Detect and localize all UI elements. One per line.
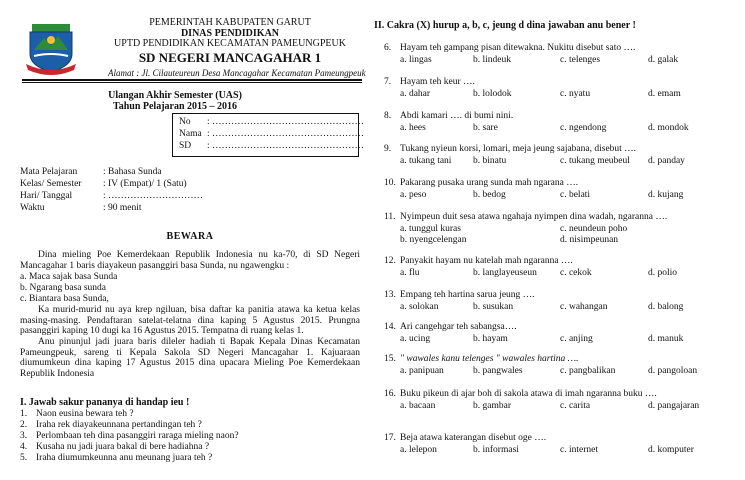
essay-question bbox=[20, 420, 202, 430]
question-number: 6. bbox=[384, 43, 392, 53]
exam-title-line1: Ulangan Akhir Semester (UAS) bbox=[108, 90, 242, 101]
option-c[interactable]: c. telenges bbox=[560, 55, 601, 65]
info-value-subject: : Bahasa Sunda bbox=[103, 167, 162, 177]
option-a[interactable]: a. ucing bbox=[400, 334, 431, 344]
announcement-paragraph-1 bbox=[20, 250, 360, 271]
option-a[interactable]: a. lingas bbox=[400, 55, 432, 65]
mc-question-16 bbox=[384, 389, 657, 399]
info-label-time: Waktu bbox=[20, 203, 45, 213]
question-text: Abdi kamari …. di bumi nini. bbox=[400, 111, 514, 121]
essay-question-number: 2. bbox=[20, 420, 28, 430]
question-text: Hayam teh gampang pisan ditewakna. Nukitu disebut sato …. bbox=[400, 43, 636, 53]
question-number: 8. bbox=[384, 111, 392, 121]
option-d[interactable]: d. mondok bbox=[648, 123, 689, 133]
mc-question-10 bbox=[384, 178, 578, 188]
no-label: No bbox=[179, 117, 191, 127]
option-c[interactable]: c. wahangan bbox=[560, 302, 608, 312]
question-text: Buku pikeun di ajar boh di sakola atawa di imah ngaranna buku …. bbox=[400, 389, 657, 399]
info-label-class: Kelas/ Semester bbox=[20, 179, 82, 189]
question-number: 13. bbox=[384, 290, 396, 300]
school-address: Alamat : Jl. Cilauteureun Desa Mancagahar Kecamatan Pameungpeuk bbox=[108, 68, 366, 78]
option-c[interactable]: c. nyatu bbox=[560, 89, 591, 99]
garut-regency-logo bbox=[24, 20, 78, 76]
logo-sun bbox=[47, 36, 55, 44]
option-d[interactable]: d. manuk bbox=[648, 334, 684, 344]
option-b[interactable]: b. hayam bbox=[473, 334, 508, 344]
question-text: Ari cangehgar teh sabangsa…. bbox=[400, 322, 517, 332]
uptd-line: UPTD PENDIDIKAN KECAMATAN PAMEUNGPEUK bbox=[114, 38, 346, 49]
mc-question-8 bbox=[384, 111, 513, 121]
mc-question-13 bbox=[384, 290, 535, 300]
essay-question-number: 4. bbox=[20, 442, 28, 452]
announcement-p3-text: Anu pinunjul jadi juara baris dileler hadiah ti Bapak Kepala Dinas Kecamatan Pameungpeuk, sareng ti Kepala Sakola SD Negeri Mancagahar 1. Kajuaraan diumumkeun dina kaping 17 Agustus 2015 dina upacara Mieling Poe Kemerdekaan Republik Indonesia bbox=[20, 337, 360, 379]
question-number: 10. bbox=[384, 178, 396, 188]
announcement-item-b: b. Ngarang basa sunda bbox=[20, 283, 107, 293]
option-a[interactable]: a. flu bbox=[400, 268, 420, 278]
option-d[interactable]: d. emam bbox=[648, 89, 681, 99]
exam-title-line2: Tahun Pelajaran 2015 – 2016 bbox=[112, 101, 238, 112]
option-c[interactable]: c. ngendong bbox=[560, 123, 607, 133]
option-c[interactable]: c. pangbalikan bbox=[560, 366, 616, 376]
announcement-paragraph-3 bbox=[20, 337, 360, 379]
option-c[interactable]: c. carita bbox=[560, 401, 591, 411]
exam-title bbox=[100, 90, 250, 112]
nama-row bbox=[179, 129, 364, 139]
essay-question-text: Perlombaan teh dina pasanggiri raraga mieling naon? bbox=[36, 431, 239, 441]
question-text: Tukang nyieun korsi, lomari, meja jeung sajabana, disebut …. bbox=[400, 144, 637, 154]
sd-row bbox=[179, 141, 364, 151]
option-d[interactable]: d. polio bbox=[648, 268, 678, 278]
info-value-time: : 90 menit bbox=[103, 203, 142, 213]
question-text: Panyakit hayam nu katelah mah ngaranna …. bbox=[400, 256, 573, 266]
nama-label: Nama bbox=[179, 129, 202, 139]
essay-question-number: 1. bbox=[20, 409, 28, 419]
question-number: 15. bbox=[384, 354, 396, 364]
option-a[interactable]: a. tunggul kuras bbox=[400, 224, 461, 234]
option-d[interactable]: d. balong bbox=[648, 302, 684, 312]
option-c[interactable]: c. cekok bbox=[560, 268, 592, 278]
option-b[interactable]: b. lindeuk bbox=[473, 55, 511, 65]
option-b[interactable]: b. langlayeuseun bbox=[473, 268, 537, 278]
option-a[interactable]: a. panipuan bbox=[400, 366, 444, 376]
letterhead bbox=[100, 18, 360, 65]
announcement-p1-text: Dina mieling Poe Kemerdekaan Republik Indonesia nu ka-70, di SD Negeri Mancagahar 1 baris diayakeun pasanggiri basa Sunda, nu ngawengku : bbox=[20, 250, 360, 271]
announcement-item-a: a. Maca sajak basa Sunda bbox=[20, 272, 118, 282]
option-b[interactable]: b. sare bbox=[473, 123, 498, 133]
option-b[interactable]: b. susukan bbox=[473, 302, 514, 312]
essay-question bbox=[20, 409, 134, 419]
sd-label: SD bbox=[179, 141, 192, 151]
announcement-p2-text: Ka murid-murid nu aya krep ngiluan, bisa daftar ka panitia atawa ka ketua kelas masing-masing. Pendaftaran satelat-telatna dina kaping 5 Agustus 2015. Prungna pasanggiri kaping 10 dugi ka 16 Agustus 2015. Tempatna di ruang kelas 1. bbox=[20, 305, 360, 337]
mc-question-11 bbox=[384, 212, 667, 222]
option-b[interactable]: b. nyengcelengan bbox=[400, 235, 467, 245]
info-value-class: : IV (Empat)/ 1 (Satu) bbox=[103, 179, 187, 189]
logo-top-band bbox=[32, 24, 70, 32]
option-c[interactable]: c. internet bbox=[560, 445, 598, 455]
announcement-item-c: c. Biantara basa Sunda, bbox=[20, 294, 109, 304]
question-text: Pakarang pusaka urang sunda mah ngarana …. bbox=[400, 178, 579, 188]
info-label-subject: Mata Pelajaran bbox=[20, 167, 78, 177]
no-row bbox=[179, 117, 364, 127]
mc-question-7 bbox=[384, 77, 475, 87]
option-b[interactable]: b. informasi bbox=[473, 445, 519, 455]
nama-field[interactable]: : ………………………………………… bbox=[207, 129, 365, 139]
option-b[interactable]: b. bedog bbox=[473, 190, 506, 200]
option-c[interactable]: c. neundeun poho bbox=[560, 224, 628, 234]
header-rule-thin bbox=[22, 82, 362, 83]
option-b[interactable]: b. gambar bbox=[473, 401, 511, 411]
mc-question-12 bbox=[384, 256, 573, 266]
question-number: 14. bbox=[384, 322, 396, 332]
essay-question-text: Naon eusina bewara teh ? bbox=[36, 409, 134, 419]
section-1-title: I. Jawab sakur pananya di handap ieu ! bbox=[20, 397, 190, 408]
question-number: 12. bbox=[384, 256, 396, 266]
mc-question-17 bbox=[384, 433, 546, 443]
option-d[interactable]: d. panday bbox=[648, 156, 685, 166]
option-a[interactable]: a. lelepon bbox=[400, 445, 437, 455]
info-value-date[interactable]: : ………………………… bbox=[103, 191, 204, 201]
essay-question bbox=[20, 453, 212, 463]
option-d[interactable]: d. nisimpeunan bbox=[560, 235, 619, 245]
no-field[interactable]: : ………………………………………… bbox=[207, 117, 365, 127]
essay-question-number: 3. bbox=[20, 431, 28, 441]
option-b[interactable]: b. pangwales bbox=[473, 366, 523, 376]
info-label-date: Hari/ Tanggal bbox=[20, 191, 73, 201]
question-number: 16. bbox=[384, 389, 396, 399]
question-text: Beja atawa katerangan disebut oge …. bbox=[400, 433, 547, 443]
essay-question bbox=[20, 431, 239, 441]
announcement-paragraph-2 bbox=[20, 305, 360, 337]
option-d[interactable]: d. galak bbox=[648, 55, 679, 65]
option-d[interactable]: d. pangajaran bbox=[648, 401, 700, 411]
option-d[interactable]: d. pangoloan bbox=[648, 366, 698, 376]
option-a[interactable]: a. tukang tani bbox=[400, 156, 452, 166]
option-c[interactable]: c. tukang meubeul bbox=[560, 156, 630, 166]
question-number: 7. bbox=[384, 77, 392, 87]
option-d[interactable]: d. kujang bbox=[648, 190, 684, 200]
mc-question-9 bbox=[384, 144, 636, 154]
mc-question-6 bbox=[384, 43, 635, 53]
option-a[interactable]: a. peso bbox=[400, 190, 427, 200]
option-a[interactable]: a. solokan bbox=[400, 302, 439, 312]
mc-question-14 bbox=[384, 322, 517, 332]
school-name: SD NEGERI MANCAGAHAR 1 bbox=[138, 49, 322, 65]
essay-question-text: Kusaha nu jadi juara bakal di bere hadiahna ? bbox=[36, 442, 210, 452]
question-number: 11. bbox=[384, 212, 396, 222]
question-text: Nyimpeun duit sesa atawa ngahaja nyimpen dina wadah, ngaranna …. bbox=[400, 212, 668, 222]
option-d[interactable]: d. komputer bbox=[648, 445, 694, 455]
question-text: " wawales kanu telenges " wawales hartina …. bbox=[400, 354, 579, 364]
option-c[interactable]: c. anjing bbox=[560, 334, 593, 344]
option-b[interactable]: b. lolodok bbox=[473, 89, 512, 99]
mc-question-15 bbox=[384, 354, 578, 364]
question-text: Hayam teh keur …. bbox=[400, 77, 475, 87]
header-rule-thick bbox=[22, 79, 362, 81]
essay-question-text: Iraha diumumkeunna anu meunang juara teh ? bbox=[36, 453, 213, 463]
option-a[interactable]: a. dahar bbox=[400, 89, 431, 99]
option-c[interactable]: c. belati bbox=[560, 190, 591, 200]
question-number: 9. bbox=[384, 144, 392, 154]
option-a[interactable]: a. hees bbox=[400, 123, 426, 133]
announcement-heading: BEWARA bbox=[166, 231, 214, 242]
department-line: DINAS PENDIDIKAN bbox=[180, 27, 280, 39]
sd-field[interactable]: : ………………………………………… bbox=[207, 141, 365, 151]
government-line: PEMERINTAH KABUPATEN GARUT bbox=[149, 17, 311, 28]
essay-question bbox=[20, 442, 209, 452]
option-b[interactable]: b. binatu bbox=[473, 156, 507, 166]
question-number: 17. bbox=[384, 433, 396, 443]
student-identity-box bbox=[172, 113, 365, 157]
question-text: Empang teh hartina sarua jeung …. bbox=[400, 290, 535, 300]
essay-question-text: Iraha rek diayakeunnana pertandingan teh ? bbox=[36, 420, 202, 430]
essay-question-number: 5. bbox=[20, 453, 28, 463]
section-2-title: II. Cakra (X) hurup a, b, c, jeung d dina jawaban anu bener ! bbox=[374, 20, 636, 31]
option-a[interactable]: a. bacaan bbox=[400, 401, 436, 411]
